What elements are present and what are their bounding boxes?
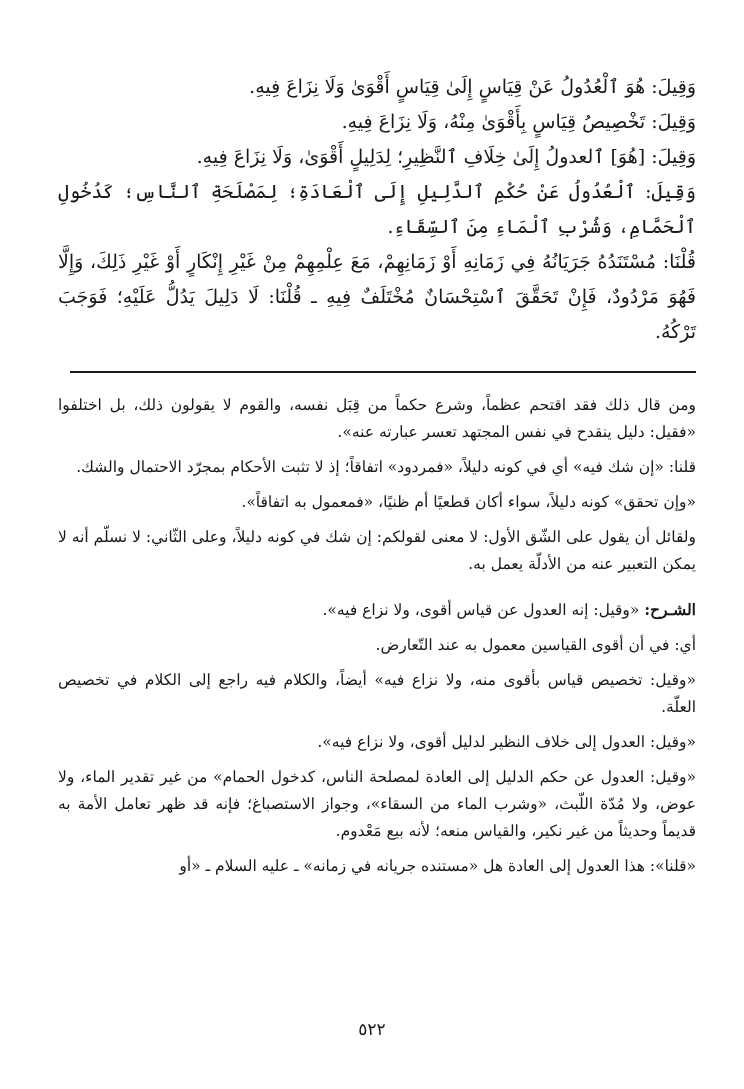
sharh-label: الشـرح: <box>644 600 696 619</box>
note-paragraph-4: ولقائل أن يقول على الشّق الأول: لا معنى لقولكم: إن شك في كونه دليلاً، وعلى الثّاني: لا نسلّم أنه لا يمكن التعبير عنه من الأدلّة يعمل به. <box>58 528 696 573</box>
note-paragraph-2: قلنا: «إن شك فيه» أي في كونه دليلاً، «فمردود» اتفاقاً؛ إذ لا تثبت الأحكام بمجرّد الاحتمال والشك. <box>76 458 696 476</box>
sharh-text: «وقيل: إنه العدول عن قياس أقوى، ولا نزاع فيه». <box>322 601 645 619</box>
note-paragraph-6: أي: في أن أقوى القياسين معمول به عند التّعارض. <box>375 636 696 654</box>
note-paragraph-9: «وقيل: العدول عن حكم الدليل إلى العادة لمصلحة الناس، كدخول الحمام» من غير تقدير الماء، ولا عوض، ولا مُدّة اللّبث، «وشرب الماء من السقاء»، وجواز الاستصباغ؛ فإنه قد ظهر تعامل الأمة به قديماً وحديثاً من غير نكير، والقياس منعه؛ لأنه بيع مَعْدوم. <box>58 768 696 840</box>
commentary <box>58 392 696 888</box>
main-line-2: وَقِيلَ: تَخْصِيصُ قِيَاسٍ بِأَقْوَىٰ مِنْهُ، وَلَا نِزَاعَ فِيهِ. <box>341 111 696 133</box>
note-paragraph-1: ومن قال ذلك فقد اقتحم عظماً، وشرع حكماً من قِبَل نفسه، والقوم لا يقولون ذلك، بل اختلفوا «فقيل: دليل ينقدح في نفس المجتهد تعسر عبارته عنه». <box>58 396 696 441</box>
main-line-4: وَقِيلَ: ٱلْعُدُولُ عَنْ حُكْمِ ٱلدَّلِيلِ إِلَى ٱلْعَادَةِ؛ لِمَصْلَحَةِ ٱلنَّاسِ؛ كَدُخُولِ ٱلْحَمَّامِ، وَشُرْبِ ٱلْمَاءِ مِنَ ٱلسِّقَاءِ. <box>58 181 696 238</box>
main-line-5: قُلْنَا: مُسْتَنَدُهُ جَرَيَانُهُ فِي زَمَانِهِ أَوْ زَمَانِهِمْ، مَعَ عِلْمِهِمْ مِنْ غَيْرِ إِنْكَارٍ أَوْ غَيْرِ ذَلِكَ، وَإِلَّا فَهُوَ مَرْدُودٌ، فَإِنْ تَحَقَّقَ ٱسْتِحْسَانٌ مُخْتَلَفٌ فِيهِ ـ قُلْنَا: لَا دَلِيلَ يَدُلُّ عَلَيْهِ؛ فَوَجَبَ تَرْكُهُ. <box>58 251 696 343</box>
sharh-paragraph <box>58 596 696 624</box>
main-text <box>58 70 696 350</box>
page-number: ٥٢٢ <box>358 1020 386 1040</box>
main-line-1: وَقِيلَ: هُوَ ٱلْعُدُولُ عَنْ قِيَاسٍ إِلَىٰ قِيَاسٍ أَقْوَىٰ وَلَا نِزَاعَ فِيهِ. <box>249 76 696 98</box>
separator-rule <box>70 371 696 373</box>
main-line-3: وَقِيلَ: [هُوَ] ٱلعدولُ إِلَىٰ خِلَافِ ٱلنَّظِيرِ؛ لِدَلِيلٍ أَقْوَىٰ، وَلَا نِزَاعَ فِيهِ. <box>196 146 696 168</box>
note-paragraph-10: «قلنا»: هذا العدول إلى العادة هل «مستنده جريانه في زمانه» ـ عليه السلام ـ «أو <box>179 857 696 875</box>
note-paragraph-7: «وقيل: تخصيص قياس بأقوى منه، ولا نزاع فيه» أيضاً، والكلام فيه راجع إلى الكلام في تخصيص العلّة. <box>58 671 696 716</box>
note-paragraph-8: «وقيل: العدول إلى خلاف النظير لدليل أقوى، ولا نزاع فيه». <box>317 733 696 751</box>
note-paragraph-3: «وإن تحقق» كونه دليلاً، سواء أكان قطعيًا أم ظنيًا، «فمعمول به اتفاقاً». <box>241 493 696 511</box>
